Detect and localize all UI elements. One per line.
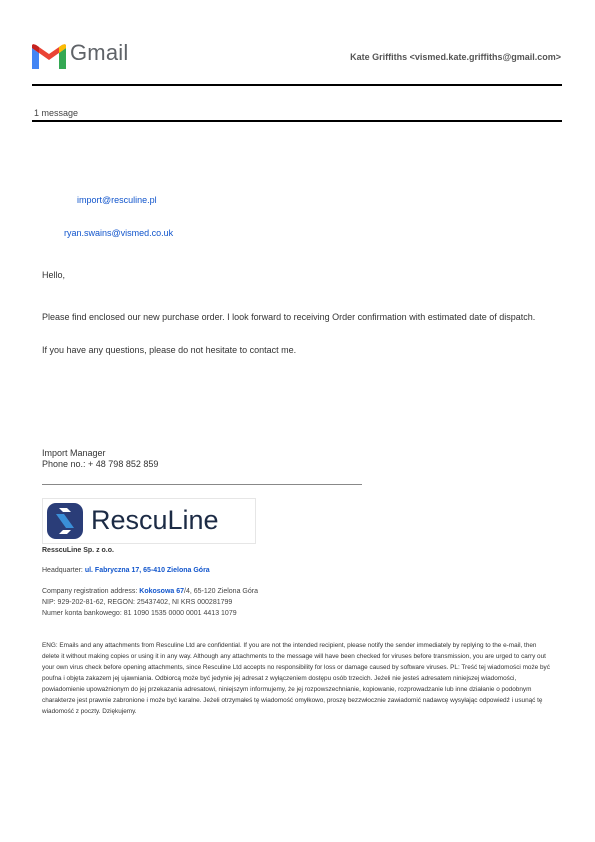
account-email: Kate Griffiths <vismed.kate.griffiths@gmail.com> [350,52,561,62]
hq-label: Headquarter: [42,567,85,574]
greeting: Hello, [42,270,66,280]
body-paragraph-2: If you have any questions, please do not hesitate to contact me. [42,345,297,355]
signature-divider [42,484,362,485]
body-paragraph-1: Please find enclosed our new purchase order. I look forward to receiving Order confirmation with estimated date of dispatch. [42,312,536,322]
company-name-text: ResscuLine Sp. z o.o. [42,547,114,554]
signature-role: Import Manager [42,448,106,458]
from-email-link[interactable]: import@resculine.pl [77,195,157,205]
gmail-logo-icon [32,44,66,69]
company-name [42,546,114,556]
gmail-wordmark: Gmail [70,40,129,65]
to-email-link[interactable]: ryan.swains@vismed.co.uk [64,228,174,238]
registration-line [42,587,258,597]
to-field [64,228,173,238]
from-field [77,195,157,205]
brand-name-a: Rescu [91,505,168,535]
thread-divider [32,120,562,122]
company-ids: NIP: 929-202-81-62, REGON: 25437402, NI KRS 000281799 [42,599,233,606]
message-count: 1 message [34,108,79,118]
email-disclaimer: ENG: Emails and any attachments from Resculine Ltd are confidential. If you are not the intended recipient, please notify the sender immediately by replying to the e-mail, then delete it without making copies or using it in any way. Although any attachments to the message will have been checked for viruses before transmission, you are urged to carry out your own virus check before opening attachments, since Resculine Ltd accepts no responsibility for loss or damage caused by software viruses. PL: Treść tej wiadomości może być poufna i objęta zakazem jej ujawniania. Odbiorcą może być jedynie jej adresat z wyłączeniem dostępu osób trzecich. Jeżeli nie jesteś adresatem niniejszej wiadomości, powiadomienie upoważnionym do jej przekazania adresatowi, niniejszym informujemy, że jej rozpowszechnianie, kopiowanie, rozprowadzanie lub inne działanie o podobnym charakterze jest prawnie zabronione i może być karalne. Jeżeli otrzymałeś tę wiadomość omyłkowo, proszę bezzwłocznie zawiadomić nadawcę wysyłając odpowiedź i usunąć tę wiadomość z poczty. Dziękujemy. [42,642,550,715]
header-divider [32,84,562,86]
reg-label: Company registration address: [42,588,140,595]
reg-address-rest: /4, 65-120 Zielona Góra [184,588,258,595]
resculine-logo [42,498,256,544]
headquarter-line [42,566,210,576]
signature-phone: Phone no.: + 48 798 852 859 [42,459,159,469]
brand-name-b: Line [167,505,219,535]
bank-account: Numer konta bankowego: 81 1090 1535 0000 0001 4413 1079 [42,610,237,617]
reg-address-link[interactable]: Kokosowa 67 [139,588,185,595]
resculine-mark-icon [47,503,83,539]
hq-address-link[interactable]: ul. Fabryczna 17, 65-410 Zielona Góra [84,567,210,574]
resculine-wordmark [91,505,219,536]
